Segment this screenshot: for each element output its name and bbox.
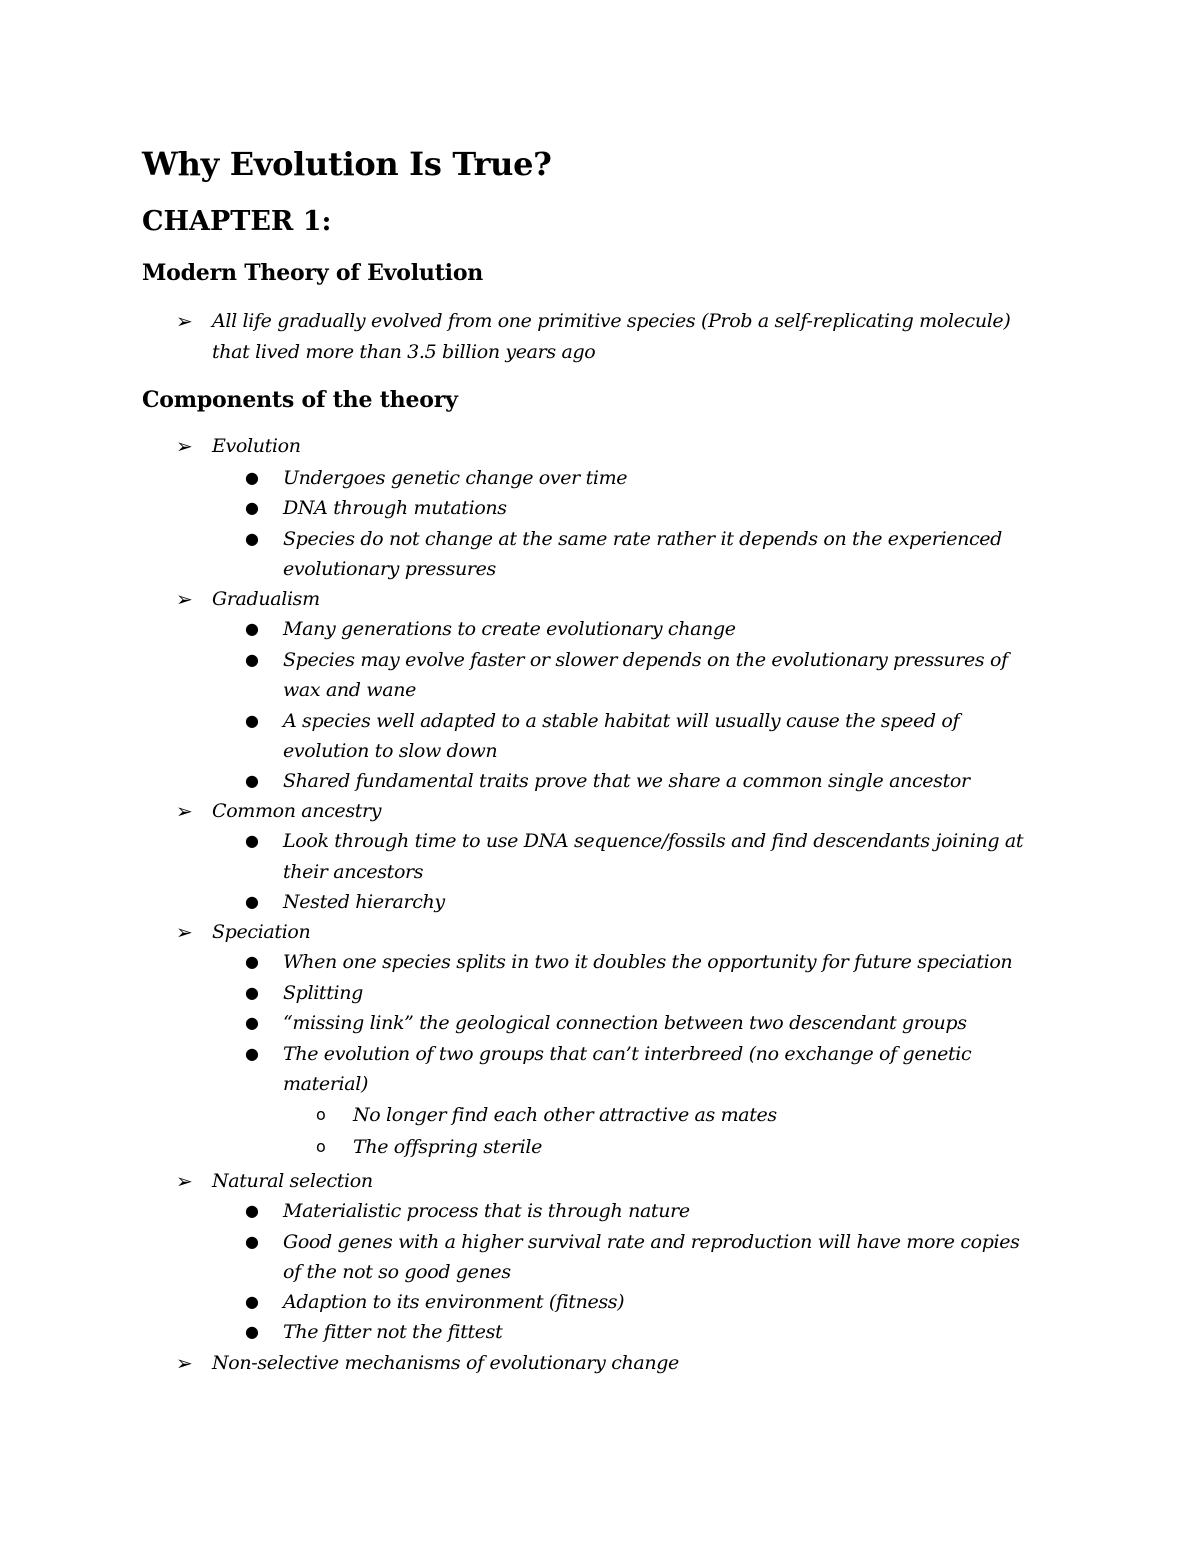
list-item: A species well adapted to a stable habitat will usually cause the speed of [283,710,960,732]
list-item: Many generations to create evolutionary change [283,618,736,640]
topic-speciation: Speciation [212,921,311,943]
sub-list-item: No longer find each other attractive as mates [353,1104,777,1126]
list-item: of the not so good genes [283,1261,511,1283]
bullet-icon: ● [245,529,259,548]
chapter-heading: CHAPTER 1: [142,206,332,237]
document-title: Why Evolution Is True? [142,145,552,183]
list-item: their ancestors [283,861,424,883]
bullet-icon: ● [245,1322,259,1341]
list-item: Adaption to its environment (fitness) [283,1291,625,1313]
list-item: Nested hierarchy [283,891,445,913]
topic-evolution: Evolution [212,435,301,457]
list-item: Shared fundamental traits prove that we share a common single ancestor [283,770,970,792]
bullet-icon: ● [245,892,259,911]
bullet-icon: ● [245,1232,259,1251]
list-item: material) [283,1073,369,1095]
list-item: evolution to slow down [283,740,498,762]
arrow-bullet-icon: ➢ [176,799,193,823]
bullet-icon: ● [245,771,259,790]
list-item: The fitter not the fittest [283,1321,503,1343]
bullet-icon: ● [245,952,259,971]
bullet-icon: ● [245,711,259,730]
topic-common-ancestry: Common ancestry [212,800,382,822]
list-item: When one species splits in two it doubles the opportunity for future speciation [283,951,1013,973]
list-item: evolutionary pressures [283,558,496,580]
circle-bullet-icon: o [316,1105,326,1124]
bullet-icon: ● [245,1013,259,1032]
list-item: Good genes with a higher survival rate and reproduction will have more copies [283,1231,1020,1253]
list-item: Splitting [283,982,363,1004]
bullet-icon: ● [245,1292,259,1311]
topic-natural-selection: Natural selection [212,1170,373,1192]
bullet-icon: ● [245,468,259,487]
list-item: Undergoes genetic change over time [283,467,628,489]
arrow-bullet-icon: ➢ [176,587,193,611]
list-item: The evolution of two groups that can’t interbreed (no exchange of genetic [283,1043,972,1065]
circle-bullet-icon: o [316,1137,326,1156]
bullet-icon: ● [245,1201,259,1220]
sub-list-item: The offspring sterile [353,1136,542,1158]
list-item: Look through time to use DNA sequence/fossils and find descendants joining at [283,830,1024,852]
list-item: Species do not change at the same rate rather it depends on the experienced [283,528,1002,550]
list-item: that lived more than 3.5 billion years ago [212,341,596,363]
bullet-icon: ● [245,1044,259,1063]
list-item: DNA through mutations [283,497,507,519]
topic-non-selective: Non-selective mechanisms of evolutionary change [212,1352,679,1374]
bullet-icon: ● [245,650,259,669]
arrow-bullet-icon: ➢ [176,309,193,333]
list-item: wax and wane [283,679,416,701]
section-heading-modern-theory: Modern Theory of Evolution [142,260,484,286]
arrow-bullet-icon: ➢ [176,1169,193,1193]
bullet-icon: ● [245,619,259,638]
arrow-bullet-icon: ➢ [176,434,193,458]
arrow-bullet-icon: ➢ [176,1351,193,1375]
list-item: Species may evolve faster or slower depends on the evolutionary pressures of [283,649,1008,671]
list-item: Materialistic process that is through nature [283,1200,690,1222]
section-heading-components: Components of the theory [142,387,458,413]
bullet-icon: ● [245,983,259,1002]
list-item: All life gradually evolved from one primitive species (Prob a self-replicating molecule) [212,310,1011,332]
arrow-bullet-icon: ➢ [176,920,193,944]
list-item: “missing link” the geological connection between two descendant groups [283,1012,967,1034]
bullet-icon: ● [245,831,259,850]
topic-gradualism: Gradualism [212,588,320,610]
bullet-icon: ● [245,498,259,517]
